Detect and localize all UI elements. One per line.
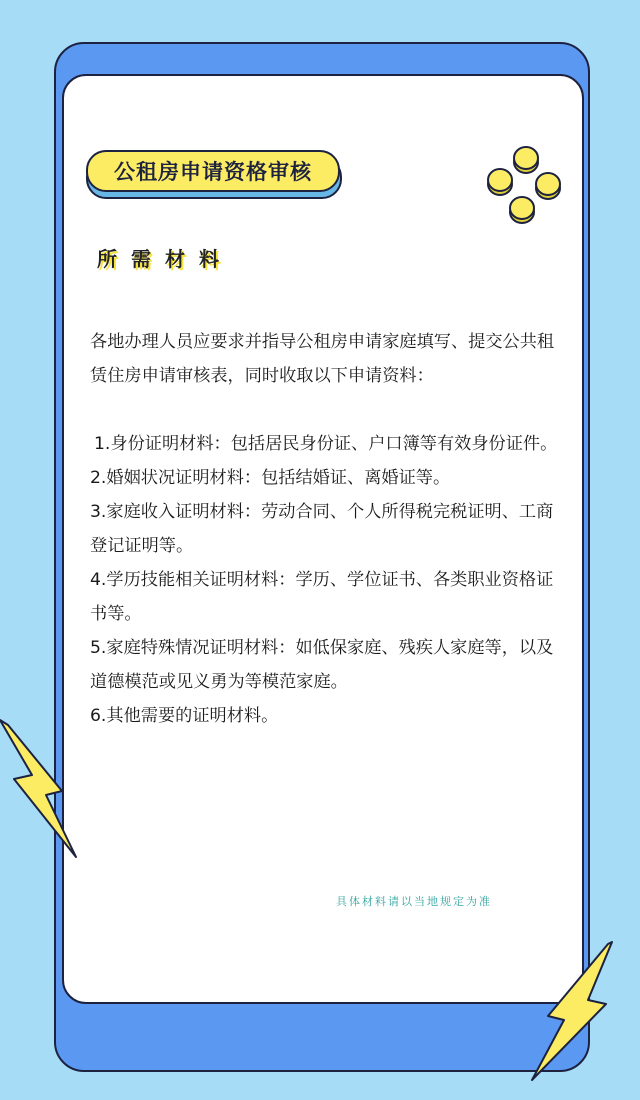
list-item: 1.身份证明材料：包括居民身份证、户口簿等有效身份证件。	[94, 434, 558, 454]
requirements-content	[90, 325, 560, 733]
lightning-bolt-icon	[0, 715, 80, 860]
list-item: 3.家庭收入证明材料：劳动合同、个人所得税完税证明、工商登记证明等。	[90, 502, 554, 556]
section-heading: 所需材料	[97, 247, 233, 271]
list-item: 4.学历技能相关证明材料：学历、学位证书、各类职业资格证书等。	[90, 570, 554, 624]
coins-icon	[480, 142, 570, 232]
lightning-bolt-icon	[528, 940, 618, 1085]
footnote: 具体材料请以当地规定为准	[336, 895, 492, 908]
list-item: 6.其他需要的证明材料。	[90, 706, 279, 726]
intro-paragraph: 各地办理人员应要求并指导公租房申请家庭填写、提交公共租赁住房申请审核表，同时收取以下申请资料：	[90, 332, 555, 386]
page-title: 公租房申请资格审核	[86, 150, 340, 192]
list-item: 2.婚姻状况证明材料：包括结婚证、离婚证等。	[90, 468, 451, 488]
list-item: 5.家庭特殊情况证明材料：如低保家庭、残疾人家庭等，以及道德模范或见义勇为等模范家庭。	[90, 638, 554, 692]
